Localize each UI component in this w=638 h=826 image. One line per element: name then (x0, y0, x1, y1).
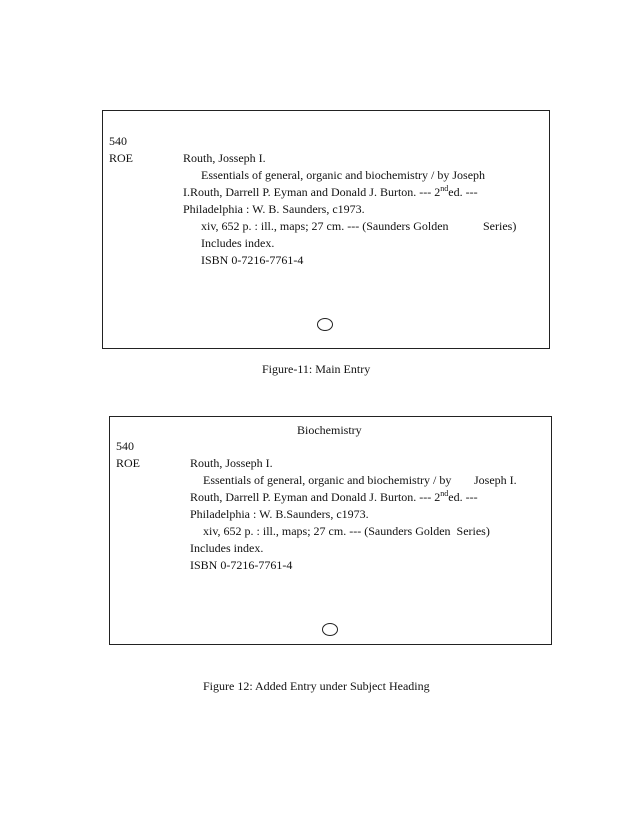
title-line-1-end: Joseph I. (474, 473, 517, 487)
imprint-line: Philadelphia : W. B.Saunders, c1973. (190, 507, 369, 521)
title-line-1: Essentials of general, organic and biochemistry / by (203, 473, 452, 487)
author-heading: Routh, Josseph I. (183, 151, 266, 165)
author-heading: Routh, Josseph I. (190, 456, 273, 470)
note-line: Includes index. (190, 541, 264, 555)
title-line-2 (183, 185, 478, 199)
collation-line: xiv, 652 p. : ill., maps; 27 cm. --- (Saunders Golden Series) (203, 524, 490, 538)
edition-superscript: nd (440, 184, 449, 193)
title-line-1: Essentials of general, organic and biochemistry / by Joseph (201, 168, 486, 182)
title-line-2-end: ed. --- (448, 185, 478, 199)
class-number: 540 (109, 134, 127, 148)
title-line-2-text: Routh, Darrell P. Eyman and Donald J. Burton. --- 2 (190, 490, 441, 504)
collation-line: xiv, 652 p. : ill., maps; 27 cm. --- (Saunders Golden (201, 219, 449, 233)
book-number: ROE (116, 456, 140, 470)
book-number: ROE (109, 151, 133, 165)
note-line: Includes index. (201, 236, 275, 250)
title-line-2 (190, 490, 478, 504)
imprint-line: Philadelphia : W. B. Saunders, c1973. (183, 202, 365, 216)
edition-superscript: nd (440, 489, 449, 498)
isbn-line: ISBN 0-7216-7761-4 (201, 253, 304, 267)
card-punch-hole (322, 623, 338, 636)
title-line-2-end: ed. --- (448, 490, 478, 504)
title-line-2-text: I.Routh, Darrell P. Eyman and Donald J. Burton. --- 2 (183, 185, 441, 199)
card-punch-hole (317, 318, 333, 331)
catalog-card-main-entry (102, 110, 550, 349)
figure-caption-12: Figure 12: Added Entry under Subject Heading (203, 679, 430, 693)
class-number: 540 (116, 439, 134, 453)
subject-heading: Biochemistry (297, 423, 362, 437)
isbn-line: ISBN 0-7216-7761-4 (190, 558, 293, 572)
series-word: Series) (483, 219, 517, 233)
figure-caption-11: Figure-11: Main Entry (262, 362, 371, 376)
catalog-card-subject-entry (109, 416, 552, 645)
